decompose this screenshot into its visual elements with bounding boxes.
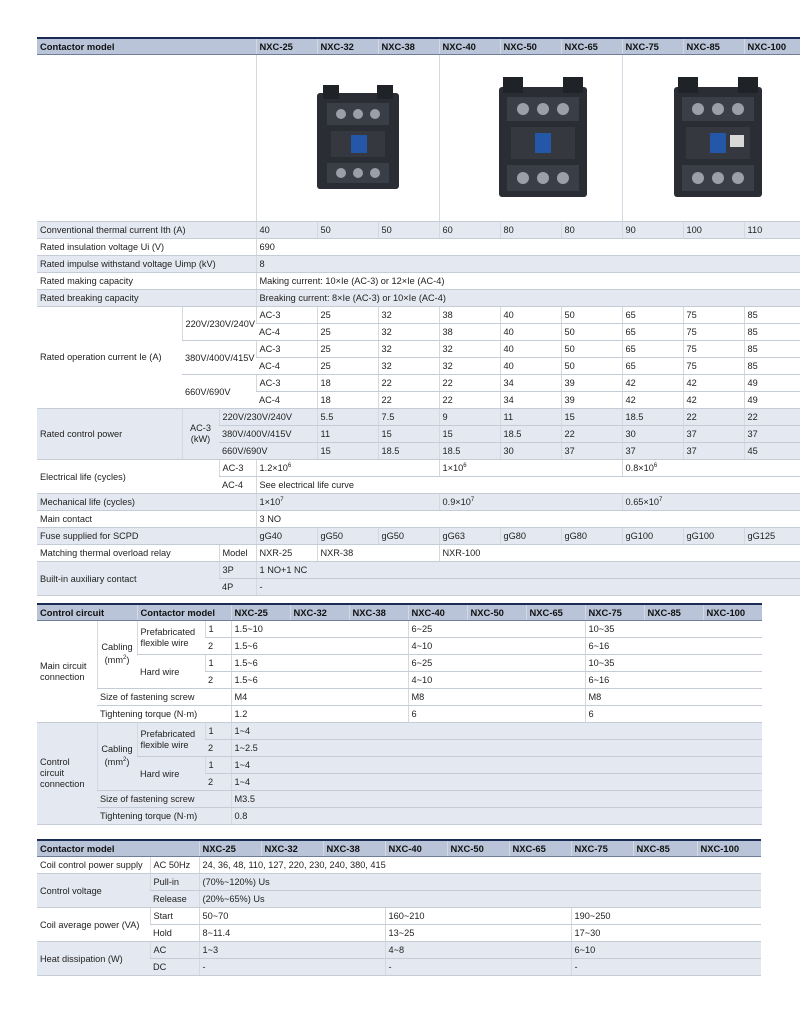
cell: 37 xyxy=(683,426,744,443)
cell xyxy=(256,460,439,477)
cell: gG100 xyxy=(683,528,744,545)
cell: 18.5 xyxy=(378,443,439,460)
cell: 75 xyxy=(683,324,744,341)
contactor-medium-icon xyxy=(495,77,591,201)
row-label: Rated making capacity xyxy=(37,273,256,290)
header-model: NXC-50 xyxy=(447,840,509,857)
header-label: Contactor model xyxy=(37,840,199,857)
cell: 160~210 xyxy=(385,908,571,925)
cell: 42 xyxy=(622,375,683,392)
cell: 6~10 xyxy=(571,942,761,959)
header-model: NXC-38 xyxy=(349,604,408,621)
cell: gG63 xyxy=(439,528,500,545)
cell-text: 1×10 xyxy=(442,463,464,474)
voltage-label: 660V/690V xyxy=(219,443,317,460)
table2-header xyxy=(37,604,762,621)
cell: 6 xyxy=(585,706,762,723)
cell: 34 xyxy=(500,392,561,409)
cell: 24, 36, 48, 110, 127, 220, 230, 240, 380, 415 xyxy=(199,857,761,874)
cabling-text: Cabling (mm xyxy=(101,642,133,666)
cell: 75 xyxy=(683,341,744,358)
contactor-small-icon xyxy=(313,85,403,195)
cell: 50 xyxy=(378,222,439,239)
header-model: NXC-50 xyxy=(467,604,526,621)
row-label: Tightening torque (N·m) xyxy=(97,706,231,723)
cell xyxy=(439,494,622,511)
cat-label: AC-3 xyxy=(256,375,317,392)
cell: 0.8 xyxy=(231,808,762,825)
cell: 22 xyxy=(378,392,439,409)
cell: 50~70 xyxy=(199,908,385,925)
cell xyxy=(256,494,439,511)
cell: 25 xyxy=(317,307,378,324)
cabling-label: Cabling $(mm^2)$ xyxy=(97,621,137,689)
cell: 37 xyxy=(744,426,800,443)
cell: See electrical life curve xyxy=(256,477,800,494)
cell: 690 xyxy=(256,239,800,256)
row-label: Control circuit connection xyxy=(37,723,97,825)
cat-label: AC-4 xyxy=(256,324,317,341)
cat-label: 4P xyxy=(219,579,256,596)
cell: 30 xyxy=(622,426,683,443)
cell: M4 xyxy=(231,689,408,706)
cell: 49 xyxy=(744,375,800,392)
exponent: 6 xyxy=(287,462,292,469)
cell: 32 xyxy=(378,307,439,324)
roc-row xyxy=(37,307,800,324)
cell: gG50 xyxy=(317,528,378,545)
cell: 90 xyxy=(622,222,683,239)
header-model: NXC-100 xyxy=(744,38,800,55)
specs-table-circuit xyxy=(37,603,762,825)
cell: 1.5~6 xyxy=(231,638,408,655)
cell: - xyxy=(385,959,571,976)
header-label: Contactor model xyxy=(137,604,231,621)
sub-label: DC xyxy=(150,959,199,976)
cell: M8 xyxy=(585,689,762,706)
cell: 60 xyxy=(439,222,500,239)
aux-contact-row xyxy=(37,562,800,579)
cat-label: 3P xyxy=(219,562,256,579)
cell: 190~250 xyxy=(571,908,761,925)
cell: 39 xyxy=(561,375,622,392)
row-label: Fuse supplied for SCPD xyxy=(37,528,256,545)
cell: 40 xyxy=(256,222,317,239)
cell: 32 xyxy=(439,341,500,358)
cell: 1.2 xyxy=(231,706,408,723)
main-circuit-row xyxy=(37,655,762,672)
cell: gG40 xyxy=(256,528,317,545)
control-torque-row xyxy=(37,808,762,825)
insulation-row xyxy=(37,239,800,256)
control-voltage-row xyxy=(37,874,761,891)
cell: 7.5 xyxy=(378,409,439,426)
header-model: NXC-32 xyxy=(261,840,323,857)
impulse-row xyxy=(37,256,800,273)
contactor-large-icon xyxy=(670,77,766,201)
mechanical-life-row xyxy=(37,494,800,511)
cell: 22 xyxy=(561,426,622,443)
sub-label: Release xyxy=(150,891,199,908)
index: 2 xyxy=(205,740,231,757)
wire-label: Prefabricated flexible wire xyxy=(137,621,205,655)
row-label: Size of fastening screw xyxy=(97,689,231,706)
cell: 38 xyxy=(439,307,500,324)
cell: 8~11.4 xyxy=(199,925,385,942)
cell: 6~25 xyxy=(408,655,585,672)
cell: 25 xyxy=(317,358,378,375)
cell: 6~16 xyxy=(585,672,762,689)
row-label: Main circuit connection xyxy=(37,621,97,723)
wire-label: Hard wire xyxy=(137,757,205,791)
cat-label: AC-4 xyxy=(219,477,256,494)
cell: 32 xyxy=(378,358,439,375)
cell: gG100 xyxy=(622,528,683,545)
cat-label: AC-3 xyxy=(256,341,317,358)
header-model: NXC-40 xyxy=(439,38,500,55)
header-model: NXC-40 xyxy=(385,840,447,857)
row-label: Tightening torque (N·m) xyxy=(97,808,231,825)
cell: gG50 xyxy=(378,528,439,545)
cell: 65 xyxy=(622,358,683,375)
cell: 1~4 xyxy=(231,757,762,774)
header-model: NXC-85 xyxy=(633,840,697,857)
row-label: Electrical life (cycles) xyxy=(37,460,219,494)
cell: M8 xyxy=(408,689,585,706)
heat-row xyxy=(37,942,761,959)
cell: 50 xyxy=(561,307,622,324)
cell: gG80 xyxy=(561,528,622,545)
cell: 40 xyxy=(500,307,561,324)
voltage-label: 380V/400V/415V xyxy=(182,341,256,375)
cell: 15 xyxy=(439,426,500,443)
sub-label: Hold xyxy=(150,925,199,942)
cell: 15 xyxy=(317,443,378,460)
main-circuit-row xyxy=(37,621,762,638)
row-label: Size of fastening screw xyxy=(97,791,231,808)
fuse-row xyxy=(37,528,800,545)
row-label: Coil control power supply xyxy=(37,857,150,874)
cell: NXR-25 xyxy=(256,545,317,562)
table1-header xyxy=(37,38,800,55)
cell: 18.5 xyxy=(500,426,561,443)
cell: 65 xyxy=(622,307,683,324)
cell: 50 xyxy=(561,341,622,358)
cat-label: AC-4 xyxy=(256,392,317,409)
cell: 65 xyxy=(622,341,683,358)
cell: 4~10 xyxy=(408,672,585,689)
cell: 42 xyxy=(683,375,744,392)
product-images-row xyxy=(37,55,800,222)
cell: 25 xyxy=(317,341,378,358)
row-label: Coil average power (VA) xyxy=(37,908,150,942)
voltage-label: 220V/230V/240V xyxy=(219,409,317,426)
cell: 32 xyxy=(378,324,439,341)
cabling-label: Cabling $(mm^2)$ xyxy=(97,723,137,791)
voltage-label: 220V/230V/240V xyxy=(182,307,256,341)
main-contact-row xyxy=(37,511,800,528)
row-label: Rated insulation voltage Ui (V) xyxy=(37,239,256,256)
header-model: NXC-85 xyxy=(683,38,744,55)
control-circuit-row xyxy=(37,723,762,740)
cell: 40 xyxy=(500,341,561,358)
header-model: NXC-32 xyxy=(290,604,349,621)
cell: Making current: 10×Ie (AC-3) or 12×Ie (AC-4) xyxy=(256,273,800,290)
coil-power-row xyxy=(37,908,761,925)
index: 1 xyxy=(205,655,231,672)
cell: 11 xyxy=(317,426,378,443)
electrical-life-row xyxy=(37,460,800,477)
cell: 75 xyxy=(683,307,744,324)
cell: 22 xyxy=(744,409,800,426)
cell xyxy=(622,494,800,511)
cell: 85 xyxy=(744,341,800,358)
cell: (20%~65%) Us xyxy=(199,891,761,908)
cell: 17~30 xyxy=(571,925,761,942)
cell: 50 xyxy=(561,324,622,341)
header-model: NXC-25 xyxy=(256,38,317,55)
cat-label: AC-4 xyxy=(256,358,317,375)
cell: 100 xyxy=(683,222,744,239)
cell: 22 xyxy=(378,375,439,392)
exponent: 7 xyxy=(659,496,663,503)
cell: 42 xyxy=(622,392,683,409)
index: 2 xyxy=(205,672,231,689)
cell: - xyxy=(571,959,761,976)
cell: 40 xyxy=(500,324,561,341)
cell: 1~4 xyxy=(231,723,762,740)
cell: 32 xyxy=(378,341,439,358)
header-model: NXC-50 xyxy=(500,38,561,55)
relay-row xyxy=(37,545,800,562)
cell: 45 xyxy=(744,443,800,460)
cell: 1.5~10 xyxy=(231,621,408,638)
index: 1 xyxy=(205,757,231,774)
rcp-row xyxy=(37,409,800,426)
cell: - xyxy=(199,959,385,976)
cell: 18 xyxy=(317,392,378,409)
cell: 5.5 xyxy=(317,409,378,426)
sub-label: Start xyxy=(150,908,199,925)
cell: 85 xyxy=(744,358,800,375)
cell: 22 xyxy=(439,375,500,392)
specs-table-main xyxy=(37,37,800,596)
cell: 75 xyxy=(683,358,744,375)
cell: gG80 xyxy=(500,528,561,545)
row-label: Matching thermal overload relay xyxy=(37,545,219,562)
cell: 25 xyxy=(317,324,378,341)
cell: 18 xyxy=(317,375,378,392)
cat-label: AC-3 xyxy=(256,307,317,324)
cell: 50 xyxy=(561,358,622,375)
cell: 1.5~6 xyxy=(231,655,408,672)
cell: 37 xyxy=(561,443,622,460)
cell: 10~35 xyxy=(585,621,762,638)
cell: 110 xyxy=(744,222,800,239)
voltage-label: 380V/400V/415V xyxy=(219,426,317,443)
wire-label: Prefabricated flexible wire xyxy=(137,723,205,757)
row-label: Conventional thermal current Ith (A) xyxy=(37,222,256,239)
cell: 30 xyxy=(500,443,561,460)
sub-label: AC 50Hz xyxy=(150,857,199,874)
cell: 22 xyxy=(439,392,500,409)
cell: 39 xyxy=(561,392,622,409)
cat-label: AC-3 xyxy=(219,460,256,477)
cabling-text: Cabling (mm xyxy=(101,744,133,768)
cell: NXR-100 xyxy=(439,545,800,562)
header-model: NXC-65 xyxy=(561,38,622,55)
header-model: NXC-85 xyxy=(644,604,703,621)
row-label: Main contact xyxy=(37,511,256,528)
header-model: NXC-32 xyxy=(317,38,378,55)
cell: 37 xyxy=(622,443,683,460)
header-model: NXC-40 xyxy=(408,604,467,621)
cell-text: 0.8×10 xyxy=(625,463,654,474)
header-model: NXC-75 xyxy=(622,38,683,55)
row-label: Control voltage xyxy=(37,874,150,908)
cell-text: 1×10 xyxy=(259,497,281,508)
cell: 10~35 xyxy=(585,655,762,672)
cell: 34 xyxy=(500,375,561,392)
breaking-row xyxy=(37,290,800,307)
exponent: 7 xyxy=(470,496,475,503)
cell: 32 xyxy=(439,358,500,375)
cell: 18.5 xyxy=(439,443,500,460)
main-screw-row xyxy=(37,689,762,706)
cell: 38 xyxy=(439,324,500,341)
header-model: NXC-25 xyxy=(231,604,290,621)
cell-text: 1.2×10 xyxy=(259,463,288,474)
index: 1 xyxy=(205,723,231,740)
row-label: Rated impulse withstand voltage Uimp (kV) xyxy=(37,256,256,273)
header-model: NXC-75 xyxy=(585,604,644,621)
control-screw-row xyxy=(37,791,762,808)
main-torque-row xyxy=(37,706,762,723)
header-model: NXC-100 xyxy=(703,604,762,621)
sub-label: AC xyxy=(150,942,199,959)
header-model: NXC-75 xyxy=(571,840,633,857)
cell: 65 xyxy=(622,324,683,341)
header-label: Contactor model xyxy=(37,38,256,55)
exponent: 6 xyxy=(463,462,467,469)
cell: 4~10 xyxy=(408,638,585,655)
header-model: NXC-65 xyxy=(526,604,585,621)
cell: 15 xyxy=(561,409,622,426)
cell: 22 xyxy=(683,409,744,426)
header-model: NXC-100 xyxy=(697,840,761,857)
cell: 42 xyxy=(683,392,744,409)
cell-text: 0.65×10 xyxy=(625,497,659,508)
cell: 1~4 xyxy=(231,774,762,791)
cell: 85 xyxy=(744,324,800,341)
cell: 6~25 xyxy=(408,621,585,638)
sub-label: Pull-in xyxy=(150,874,199,891)
cell: 6 xyxy=(408,706,585,723)
cell: 1.5~6 xyxy=(231,672,408,689)
index: 2 xyxy=(205,638,231,655)
row-label: Mechanical life (cycles) xyxy=(37,494,256,511)
cell: 85 xyxy=(744,307,800,324)
voltage-label: 660V/690V xyxy=(182,375,256,409)
index: 2 xyxy=(205,774,231,791)
cell: - xyxy=(256,579,800,596)
coil-supply-row xyxy=(37,857,761,874)
row-label: Heat dissipation (W) xyxy=(37,942,150,976)
header-model: NXC-38 xyxy=(323,840,385,857)
cell: 11 xyxy=(500,409,561,426)
table3-header xyxy=(37,840,761,857)
cell: (70%~120%) Us xyxy=(199,874,761,891)
exponent: 7 xyxy=(280,496,284,503)
cell: 6~16 xyxy=(585,638,762,655)
cell: 4~8 xyxy=(385,942,571,959)
cell: 1~2.5 xyxy=(231,740,762,757)
cell: 8 xyxy=(256,256,800,273)
cell: 80 xyxy=(500,222,561,239)
thermal-current-row xyxy=(37,222,800,239)
cell: 3 NO xyxy=(256,511,800,528)
cat-label: Model xyxy=(219,545,256,562)
cell: M3.5 xyxy=(231,791,762,808)
header-model: NXC-65 xyxy=(509,840,571,857)
control-circuit-row xyxy=(37,757,762,774)
wire-label: Hard wire xyxy=(137,655,205,689)
cell: 1 NO+1 NC xyxy=(256,562,800,579)
cell: 80 xyxy=(561,222,622,239)
cell: 18.5 xyxy=(622,409,683,426)
cell: 49 xyxy=(744,392,800,409)
making-row xyxy=(37,273,800,290)
row-label: Rated control power xyxy=(37,409,182,460)
cell: Breaking current: 8×Ie (AC-3) or 10×Ie (AC-4) xyxy=(256,290,800,307)
cell: NXR-38 xyxy=(317,545,439,562)
cell: 13~25 xyxy=(385,925,571,942)
cell-text: 0.9×10 xyxy=(442,497,471,508)
header-model: NXC-38 xyxy=(378,38,439,55)
cell xyxy=(622,460,800,477)
cat-label: AC-3 (kW) xyxy=(182,409,219,460)
row-label: Rated operation current Ie (A) xyxy=(37,307,182,409)
cell: gG125 xyxy=(744,528,800,545)
cell: 15 xyxy=(378,426,439,443)
exponent: 6 xyxy=(653,462,658,469)
cell: 1~3 xyxy=(199,942,385,959)
header-model: NXC-25 xyxy=(199,840,261,857)
cell: 37 xyxy=(683,443,744,460)
cell: 9 xyxy=(439,409,500,426)
cell: 40 xyxy=(500,358,561,375)
header-label: Control circuit xyxy=(37,604,137,621)
row-label: Built-in auxiliary contact xyxy=(37,562,219,596)
row-label: Rated breaking capacity xyxy=(37,290,256,307)
specs-table-coil xyxy=(37,839,761,976)
cell xyxy=(439,460,622,477)
cell: 50 xyxy=(317,222,378,239)
index: 1 xyxy=(205,621,231,638)
